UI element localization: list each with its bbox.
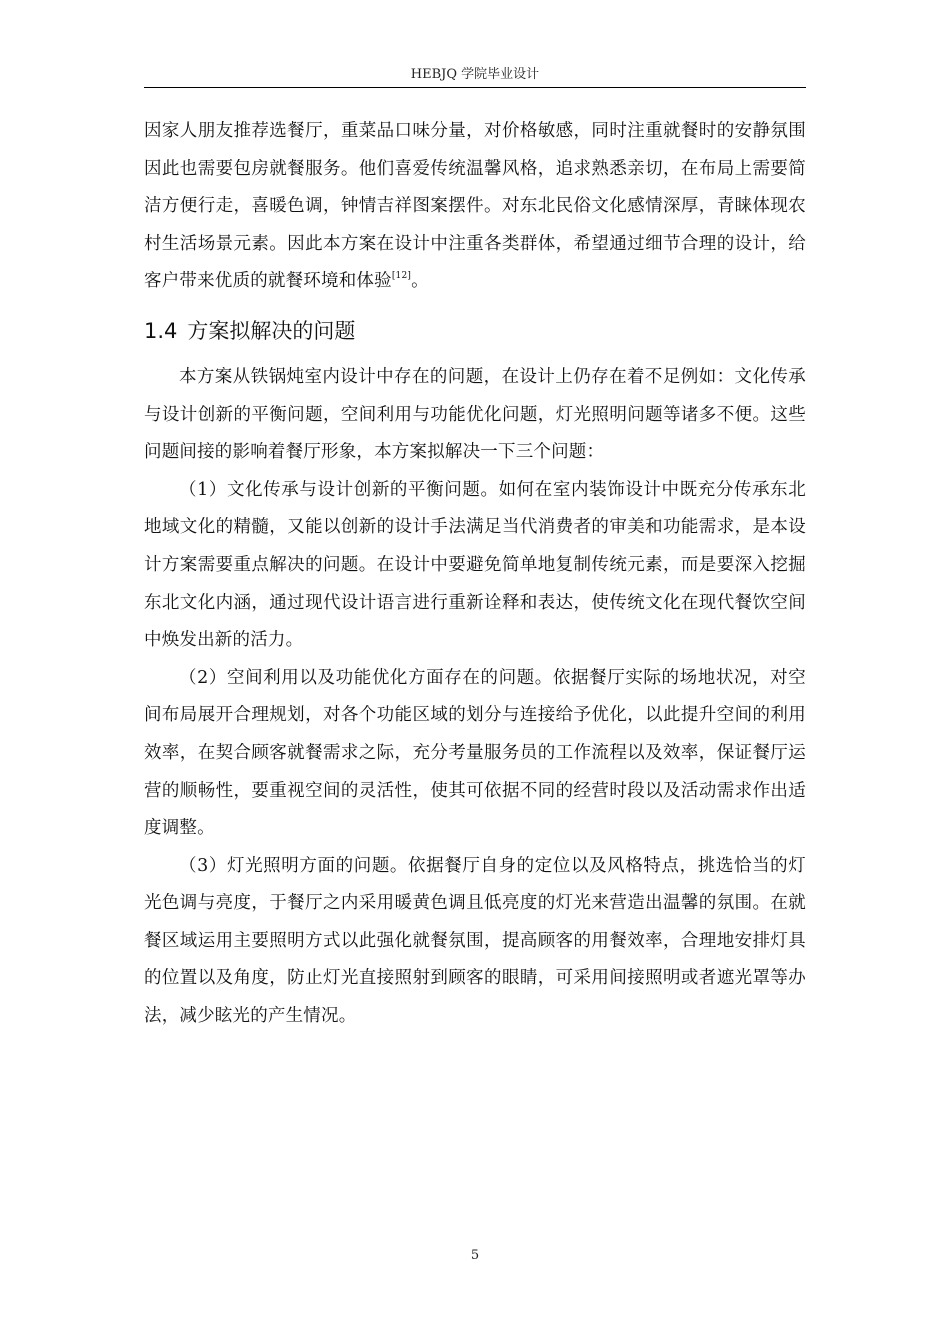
section-title: 方案拟解决的问题 <box>187 318 356 343</box>
section-number: 1.4 <box>144 318 178 343</box>
problem-paragraph-2: （2）空间利用以及功能优化方面存在的问题。依据餐厅实际的场地状况，对空间布局展开合理规划，对各个功能区域的划分与连接给予优化，以此提升空间的利用效率，在契合顾客就餐需求之际，充分考量服务员的工作流程以及效率，保证餐厅运营的顺畅性，要重视空间的灵活性，使其可依据不同的经营时段以及活动需求作出适度调整。 <box>144 667 806 839</box>
document-body <box>144 113 806 1036</box>
intro-paragraph <box>144 113 806 301</box>
page-number: 5 <box>470 1248 480 1263</box>
header-divider <box>144 87 806 88</box>
page-header: HEBJQ 学院毕业设计 <box>410 67 540 82</box>
citation-reference: [12] <box>391 271 412 282</box>
intro-text: 因家人朋友推荐选餐厅，重菜品口味分量，对价格敏感，同时注重就餐时的安静氛围因此也需要包房就餐服务。他们喜爱传统温馨风格，追求熟悉亲切，在布局上需要简洁方便行走，喜暖色调，钟情吉祥图案摆件。对东北民俗文化感情深厚，青睐体现农村生活场景元素。因此本方案在设计中注重各类群体，希望通过细节合理的设计，给客户带来优质的就餐环境和体验 <box>144 121 806 292</box>
section-paragraph: 本方案从铁锅炖室内设计中存在的问题，在设计上仍存在着不足例如：文化传承与设计创新的平衡问题，空间利用与功能优化问题，灯光照明问题等诸多不便。这些问题间接的影响着餐厅形象，本方案拟解决一下三个问题： <box>144 366 806 463</box>
problem-paragraph-3: （3）灯光照明方面的问题。依据餐厅自身的定位以及风格特点，挑选恰当的灯光色调与亮度，于餐厅之内采用暖黄色调且低亮度的灯光来营造出温馨的氛围。在就餐区域运用主要照明方式以此强化就餐氛围，提高顾客的用餐效率，合理地安排灯具的位置以及角度，防止灯光直接照射到顾客的眼睛，可采用间接照明或者遮光罩等办法，减少眩光的产生情况。 <box>144 855 806 1027</box>
section-heading <box>144 313 806 349</box>
problem-paragraph-1: （1）文化传承与设计创新的平衡问题。如何在室内装饰设计中既充分传承东北地域文化的精髓，又能以创新的设计手法满足当代消费者的审美和功能需求，是本设计方案需要重点解决的问题。在设计中要避免简单地复制传统元素，而是要深入挖掘东北文化内涵，通过现代设计语言进行重新诠释和表达，使传统文化在现代餐饮空间中焕发出新的活力。 <box>144 479 806 651</box>
intro-end-punct: 。 <box>411 271 429 292</box>
